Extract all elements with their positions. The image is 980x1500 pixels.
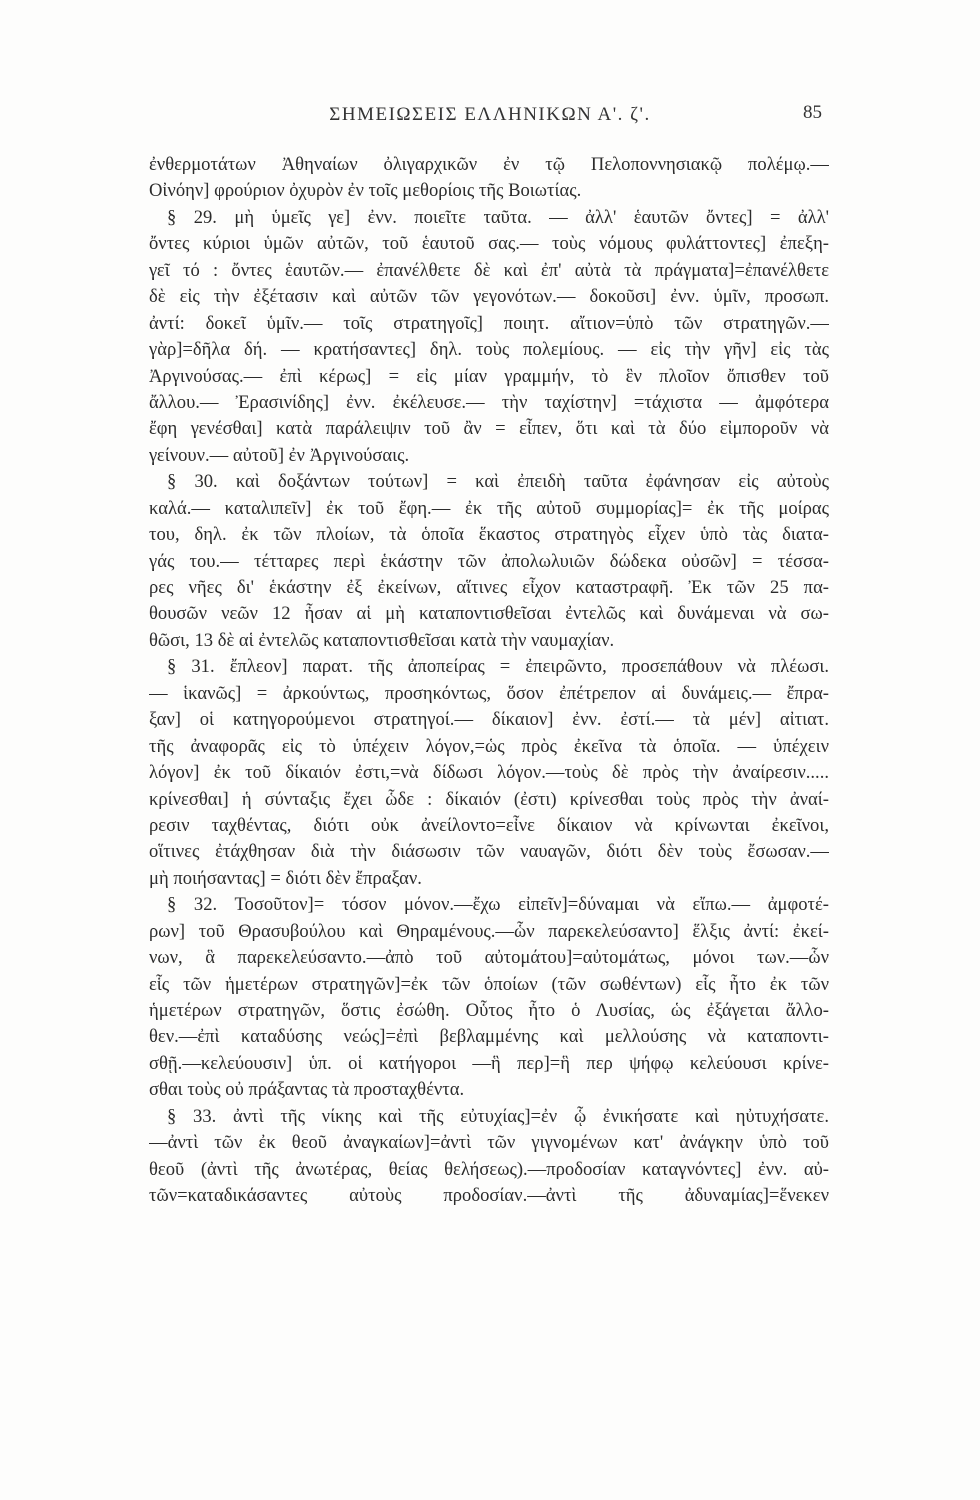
text-line: ὄντες κύριοι ὑμῶν αὐτῶν, τοῦ ἑαυτοῦ σας.— τοὺς νόμους φυλάττοντες] ἐπεξη- — [149, 233, 829, 255]
text-line: ἀντί: δοκεῖ ὑμῖν.— τοῖς στρατηγοῖς] ποιητ. αἴτιον=ὑπὸ τῶν στρατηγῶν.— — [149, 312, 829, 334]
text-line: γείνουν.— αὐτοῦ] ἐν Ἀργινούσαις. — [149, 444, 410, 466]
text-line: —ἀντὶ τῶν ἐκ θεοῦ ἀναγκαίων]=ἀντὶ τῶν γιγνομένων κατ' ἀνάγκην ὑπὸ τοῦ — [149, 1132, 829, 1154]
text-line: γεῖ τό : ὄντες ἑαυτῶν.— ἐπανέλθετε δὲ καὶ ἐπ' αὐτὰ τὰ πράγματα]=ἐπανέλθετε — [149, 259, 829, 281]
text-line: θεοῦ (ἀντὶ τῆς ἀνωτέρας, θείας θελήσεως).—προδοσίαν καταγνόντες] ἐνν. αὐ- — [149, 1158, 829, 1180]
text-line: Οἰνόην] φρούριον ὀχυρὸν ἐν τοῖς μεθορίοις τῆς Βοιωτίας. — [149, 180, 582, 202]
text-line: ρες νῆες δι' ἑκάστην ἐξ ἐκείνων, αἵτινες εἶχον καταστραφῆ. Ἐκ τῶν 25 πα- — [149, 577, 829, 598]
text-line: — ἱκανῶς] = ἀρκούντως, προσηκόντως, ὅσον ἐπέτρεπον αἱ δυνάμεις.— ἔπρα- — [149, 682, 829, 704]
text-line: τῆς ἀναφορᾶς εἰς τὸ ὑπέχειν λόγον,=ὡς πρὸς ἐκεῖνα τὰ ὁποῖα. — ὑπέχειν — [149, 735, 829, 757]
page-number: 85 — [803, 102, 822, 123]
text-line: θῶσι, 13 δὲ αἱ ἐντελῶς καταποντισθεῖσαι κατὰ τὴν ναυμαχίαν. — [149, 629, 615, 651]
text-line: καλά.— καταλιπεῖν] ἐκ τοῦ ἔφη.— ἐκ τῆς αὐτοῦ συμμορίας]= ἐκ τῆς μοίρας — [149, 497, 829, 519]
section-30-start: § 30. καὶ δοξάντων τούτων] = καὶ ἐπειδὴ ταῦτα ἐφάνησαν εἰς αὐτοὺς — [167, 471, 829, 493]
text-line: ἔφη γενέσθαι] κατὰ παράλειψιν τοῦ ἂν = εἶπεν, ὅτι καὶ τὰ δύο εἰμποροῦν νὰ — [149, 418, 829, 440]
text-line: ρων] τοῦ Θρασυβούλου καὶ Θηραμένους.—ὧν παρεκελεύσαντο] ἕλξις ἀντί: ἐκεί- — [149, 920, 829, 942]
section-29-start: § 29. μὴ ὑμεῖς γε] ἐνν. ποιεῖτε ταῦτα. — ἀλλ' ἑαυτῶν ὄντες] = ἀλλ' — [167, 206, 829, 228]
commentary-body — [149, 152, 829, 1210]
text-line: σθαι τοὺς οὐ πράξαντας τὰ προσταχθέντα. — [149, 1079, 465, 1101]
text-line: κρίνεσθαι] ἡ σύνταξις ἔχει ὧδε : δίκαιόν (ἐστι) κρίνεσθαι τοὺς πρὸς τὴν ἀναί- — [149, 788, 829, 810]
text-line: γάς του.— τέτταρες περὶ ἑκάστην τῶν ἀπολωλυιῶν δώδεκα οὐσῶν] = τέσσα- — [149, 550, 829, 572]
text-line: ρεσιν ταχθέντας, διότι οὐκ ἀνείλοντο=εἶνε δίκαιον νὰ κρίνωνται ἐκεῖνοι, — [149, 814, 829, 836]
section-33-start: § 33. ἀντὶ τῆς νίκης καὶ τῆς εὐτυχίας]=ἐν ᾧ ἐνικήσατε καὶ ηὐτυχήσατε. — [167, 1105, 829, 1127]
text-line: θουσῶν νεῶν 12 ἦσαν αἱ μὴ καταποντισθεῖσαι ἐντελῶς καὶ δυνάμεναι νὰ σω- — [149, 603, 829, 625]
text-line: ἐνθερμοτάτων Ἀθηναίων ὀλιγαρχικῶν ἐν τῷ Πελοποννησιακῷ πολέμῳ.— — [149, 154, 829, 175]
text-line: γὰρ]=δῆλα δή. — κρατήσαντες] δηλ. τοὺς πολεμίους. — εἰς τὴν γῆν] εἰς τὰς — [149, 339, 829, 361]
text-line: ἡμετέρων στρατηγῶν, ὅστις ἐσώθη. Οὗτος ἦτο ὁ Λυσίας, ὡς ἐξάγεται ἄλλο- — [149, 1000, 829, 1021]
text-line: ἄλλου.— Ἐρασινίδης] ἐνν. ἐκέλευσε.— τὴν ταχίστην] =τάχιστα — ἀμφότερα — [149, 391, 829, 413]
text-line: νων, ἃ παρεκελεύσαντο.—ἀπὸ τοῦ αὐτομάτου]=αὐτομάτως, μόνοι των.—ὧν — [149, 947, 829, 969]
text-line: οἵτινες ἐτάχθησαν διὰ τὴν διάσωσιν τῶν ναυαγῶν, διότι δὲν τοὺς ἔσωσαν.— — [149, 841, 829, 863]
section-32-start: § 32. Τοσοῦτον]= τόσον μόνον.—ἔχω εἰπεῖν]=δύναμαι νὰ εἴπω.— ἀμφοτέ- — [167, 894, 829, 916]
running-header: ΣΗΜΕΙΩΣΕΙΣ ΕΛΛΗΝΙΚΩΝ Α'. ζ'. — [329, 104, 651, 125]
text-line: σθῇ.—κελεύουσιν] ὑπ. οἱ κατήγοροι —ἣ περ]=ἣ περ ψήφῳ κελεύουσι κρίνε- — [149, 1052, 829, 1074]
text-line: του, δηλ. ἐκ τῶν πλοίων, τὰ ὁποῖα ἕκαστος στρατηγὸς εἶχεν ὑπὸ τὰς διατα- — [149, 524, 829, 546]
text-line: μὴ ποιήσαντας] = διότι δὲν ἔπραξαν. — [149, 867, 422, 889]
text-line: δὲ εἰς τὴν ἐξέτασιν καὶ αὐτῶν τῶν γεγονότων.— δοκοῦσι] ἐνν. ὑμῖν, προσωπ. — [149, 286, 829, 308]
text-line: Ἀργινούσας.— ἐπὶ κέρως] = εἰς μίαν γραμμήν, τὸ ἓν πλοῖον ὄπισθεν τοῦ — [149, 365, 829, 387]
text-line: θεν.—ἐπὶ καταδύσης νεώς]=ἐπὶ βεβλαμμένης καὶ μελλούσης νὰ καταποντι- — [149, 1026, 829, 1048]
text-line: λόγον] ἐκ τοῦ δίκαιόν ἐστι,=νὰ δίδωσι λόγον.—τοὺς δὲ πρὸς τὴν ἀναίρεσιν..... — [149, 762, 829, 784]
text-line: τῶν=καταδικάσαντες αὐτοὺς προδοσίαν.—ἀντὶ τῆς ἀδυναμίας]=ἕνεκεν — [149, 1185, 829, 1207]
text-line: εἷς τῶν ἡμετέρων στρατηγῶν]=ἐκ τῶν ὁποίων (τῶν σωθέντων) εἷς ἦτο ἐκ τῶν — [149, 973, 829, 995]
text-line: ξαν] οἱ κατηγορούμενοι στρατηγοί.— δίκαιον] ἐνν. ἐστί.— τὰ μέν] αἰτιατ. — [149, 709, 829, 731]
section-31-start: § 31. ἔπλεον] παρατ. τῆς ἀποπείρας = ἐπειρῶντο, προσεπάθουν νὰ πλέωσι. — [167, 656, 829, 678]
